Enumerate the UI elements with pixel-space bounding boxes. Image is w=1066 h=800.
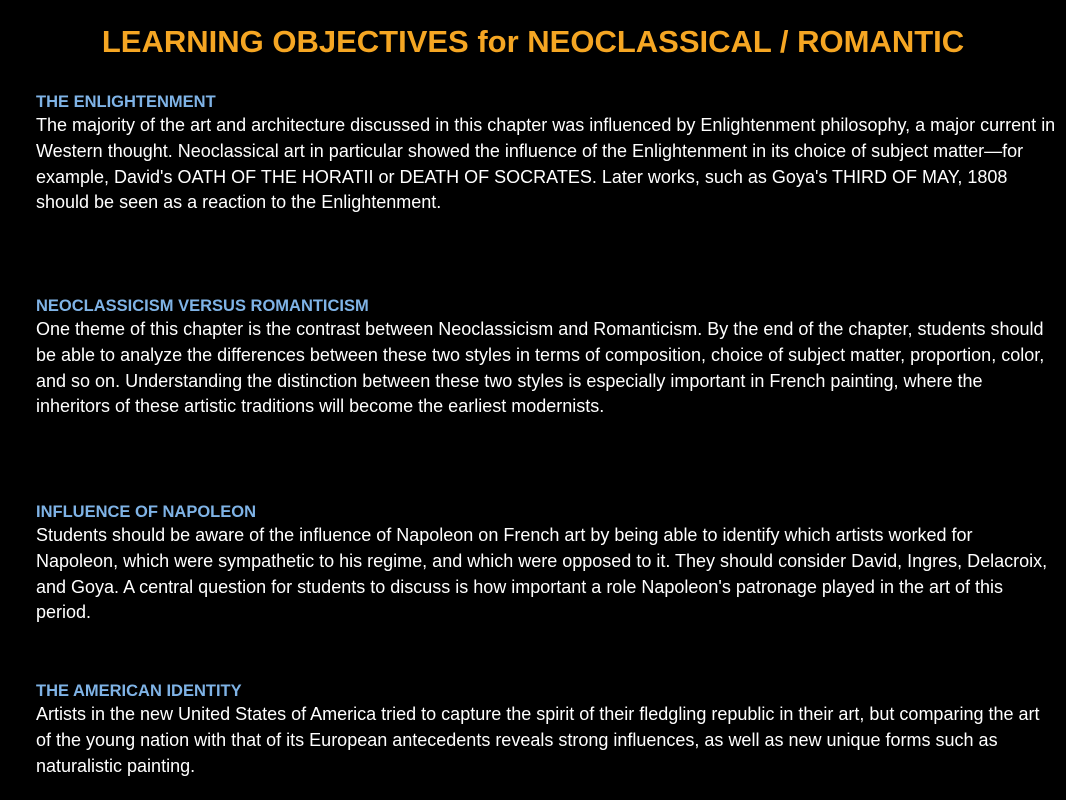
section-body: The majority of the art and architecture discussed in this chapter was influenced by Enlightenment philosophy, a major current in Western thought. Neoclassical art in particular showed the influence of the Enlightenment in its choice of subject matter—for example, David's OATH OF THE HORATII or DEATH OF SOCRATES. Later works, such as Goya's THIRD OF MAY, 1808 should be seen as a reaction to the Enlightenment. (36, 115, 1056, 213)
section-body: Students should be aware of the influence of Napoleon on French art by being able to identify which artists worked for Napoleon, which were sympathetic to his regime, and which were opposed to it. They should consider David, Ingres, Delacroix, and Goya. A central question for students to discuss is how important a role Napoleon's patronage played in the art of this period. (36, 525, 1048, 623)
section-heading: THE AMERICAN IDENTITY (36, 682, 242, 700)
section-heading: THE ENLIGHTENMENT (36, 93, 216, 111)
section-enlightenment (36, 92, 1056, 216)
section-body: One theme of this chapter is the contrast between Neoclassicism and Romanticism. By the end of the chapter, students should be able to analyze the differences between these two styles in terms of composition, choice of subject matter, proportion, color, and so on. Understanding the distinction between these two styles is especially important in French painting, where the inheritors of these artistic traditions will become the earliest modernists. (36, 319, 1045, 417)
section-body: Artists in the new United States of America tried to capture the spirit of their fledgling republic in their art, but comparing the art of the young nation with that of its European antecedents reveals strong influences, as well as new unique forms such as naturalistic painting. (36, 704, 1040, 776)
section-influence-of-napoleon (36, 502, 1056, 626)
slide-title: LEARNING OBJECTIVES for NEOCLASSICAL / ROMANTIC (101, 24, 965, 59)
section-neoclassicism-versus-romanticism (36, 296, 1056, 420)
section-heading: NEOCLASSICISM VERSUS ROMANTICISM (36, 297, 369, 315)
section-american-identity (36, 681, 1056, 779)
section-heading: INFLUENCE OF NAPOLEON (36, 503, 257, 521)
